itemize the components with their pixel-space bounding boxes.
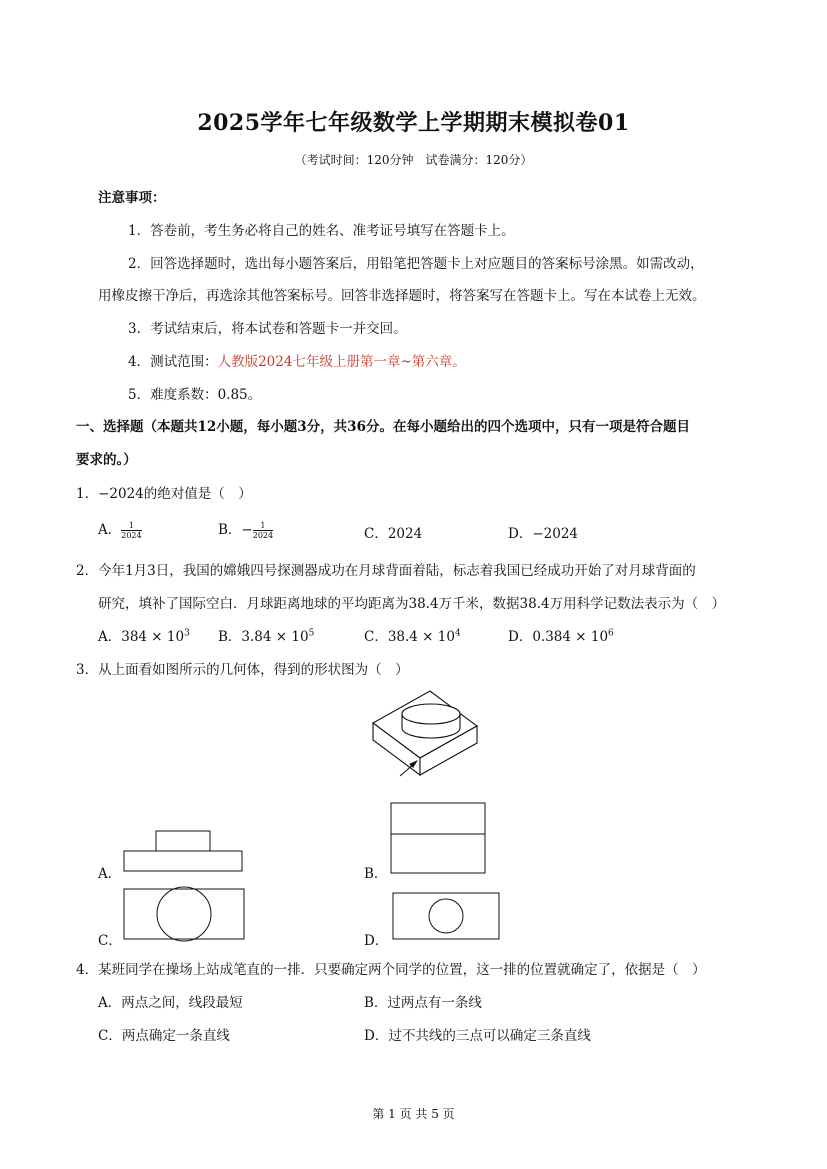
- section-1-heading-line-2: 要求的。）: [76, 452, 137, 468]
- q4-option-c: C．两点确定一条直线: [98, 1028, 230, 1044]
- test-scope: 人教版2024七年级上册第一章~第六章。: [217, 354, 466, 370]
- fraction-numerator: 1: [260, 521, 266, 530]
- q2-option-d-base: D．0.384 × 10: [508, 629, 609, 645]
- q3-option-c-figure: [120, 885, 248, 943]
- page-footer: 第 1 页 共 5 页: [372, 1107, 455, 1121]
- option-d-rect: [393, 893, 499, 939]
- notice-item-1: 1．答卷前，考生务必将自己的姓名、准考证号填写在答题卡上。: [128, 223, 515, 239]
- fraction-denominator: 2024: [121, 531, 142, 540]
- option-a-base-rect: [124, 851, 242, 871]
- fraction-numerator: 1: [128, 521, 134, 530]
- notice-item-2-line-2: 用橡皮擦干净后，再选涂其他答案标号。回答非选择题时，将答案写在答题卡上。写在本试卷上无效。: [98, 288, 706, 304]
- q1-option-a: [98, 518, 142, 540]
- q3-option-c-label: C．: [98, 933, 122, 949]
- q1-option-a-label: A．: [98, 522, 122, 538]
- q3-option-b-label: B．: [364, 866, 388, 882]
- q2-option-c-exponent: 4: [454, 628, 461, 639]
- q4-option-d: D．过不共线的三点可以确定三条直线: [364, 1028, 591, 1044]
- notice-item-5: 5．难度系数：0.85。: [128, 387, 262, 403]
- q1-option-b-fraction: [253, 521, 273, 540]
- fraction-denominator: 2024: [252, 531, 274, 540]
- notice-heading: 注意事项：: [98, 190, 166, 206]
- q2-option-b-exponent: 5: [308, 628, 315, 639]
- page-title: 2025学年七年级数学上学期期末模拟卷01: [197, 110, 630, 136]
- q2-stem-line-2: 研究，填补了国际空白．月球距离地球的平均距离为38.4万千米，数据38.4万用科学记数法表示为（ ）: [98, 596, 726, 612]
- q1-option-a-fraction: [121, 521, 141, 540]
- q4-option-a: A．两点之间，线段最短: [98, 995, 243, 1011]
- option-c-rect: [124, 889, 244, 939]
- q2-option-a: [98, 625, 190, 645]
- q3-stem: 3．从上面看如图所示的几何体，得到的形状图为（ ）: [76, 662, 409, 678]
- q1-stem: 1．−2024的绝对值是（ ）: [76, 486, 252, 502]
- q3-option-b-figure: [388, 800, 488, 876]
- q3-option-d-label: D．: [364, 933, 389, 949]
- q1-option-b: [218, 518, 273, 540]
- q2-option-b-base: B．3.84 × 10: [218, 629, 309, 645]
- q2-option-b: [218, 625, 314, 645]
- notice-item-4-prefix: 4．测试范围：: [128, 354, 218, 370]
- q3-option-d-figure: [390, 890, 502, 944]
- q2-option-a-base: A．384 × 10: [98, 629, 185, 645]
- q3-option-a-label: A．: [98, 866, 122, 882]
- q1-option-d: D．−2024: [508, 526, 578, 542]
- notice-item-2-line-1: 2．回答选择题时，选出每小题答案后，用铅笔把答题卡上对应题目的答案标号涂黑。如需改动，: [128, 256, 704, 272]
- option-a-top-rect: [156, 831, 210, 851]
- q2-option-c: [364, 625, 461, 645]
- q1-option-b-label: B．−: [218, 522, 253, 538]
- q3-option-a-figure: [120, 828, 245, 874]
- section-1-heading-line-1: 一、选择题（本题共12小题，每小题3分，共36分。在每小题给出的四个选项中，只有一项是符合题目: [76, 419, 690, 435]
- q4-stem: 4．某班同学在操场上站成笔直的一排．只要确定两个同学的位置，这一排的位置就确定了，依据是（ ）: [76, 962, 706, 978]
- q4-option-b: B．过两点有一条线: [364, 995, 482, 1011]
- option-b-outer-rect: [391, 803, 485, 873]
- exam-info: （考试时间：120分钟 试卷满分：120分）: [294, 153, 533, 167]
- solid-figure: [365, 688, 485, 788]
- cylinder-top: [402, 704, 460, 724]
- notice-item-3: 3．考试结束后，将本试卷和答题卡一并交回。: [128, 321, 407, 337]
- q2-option-d-exponent: 6: [608, 628, 614, 639]
- q2-option-d: [508, 625, 614, 645]
- q1-option-c: C．2024: [364, 526, 423, 542]
- notice-item-4: [128, 350, 466, 370]
- q2-option-c-base: C．38.4 × 10: [364, 629, 455, 645]
- q2-stem-line-1: 2．今年1月3日，我国的嫦娥四号探测器成功在月球背面着陆，标志着我国已经成功开始了对月球背面的: [76, 563, 696, 579]
- q2-option-a-exponent: 3: [184, 628, 190, 639]
